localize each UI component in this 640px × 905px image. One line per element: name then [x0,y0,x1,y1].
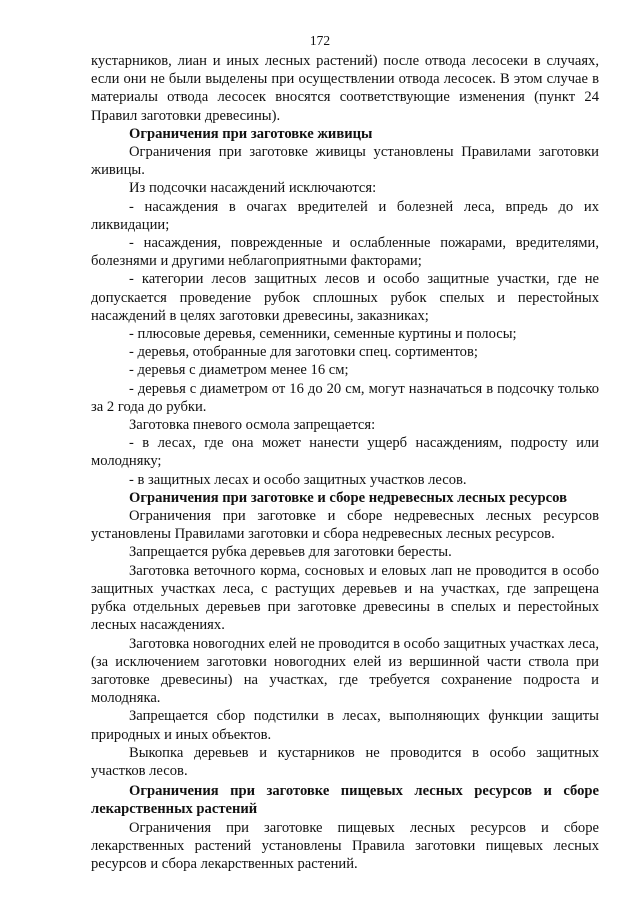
list-item: - деревья, отобранные для заготовки спец. сортиментов; [129,344,478,361]
paragraph: Заготовка веточного корма, сосновых и еловых лап не проводится в особо защитных участках леса, с растущих деревьев и на участках, где запрещена рубка отдельных деревьев при заготовке древесины в спелых и перестойных лесных насаждениях. [91,562,599,634]
paragraph: Запрещается сбор подстилки в лесах, выполняющих функции защиты природных и иных объектов. [91,708,599,743]
paragraph: Ограничения при заготовке живицы установлены Правилами заготовки живицы. [91,144,599,179]
paragraph: Заготовка новогодних елей не проводится в особо защитных участках леса, (за исключением заготовки новогодних елей из вершинной части ствола при заготовке древесины) на участках, где требуется сохранение подроста и молодняка. [91,635,599,707]
list-item: - деревья с диаметром менее 16 см; [129,362,349,379]
paragraph: Запрещается рубка деревьев для заготовки бересты. [129,544,452,561]
paragraph: Заготовка пневого осмола запрещается: [129,417,376,434]
paragraph: Из подсочки насаждений исключаются: [129,180,377,197]
list-item: - в защитных лесах и особо защитных участков лесов. [129,471,467,488]
list-item: - насаждения, поврежденные и ослабленные пожарами, вредителями, болезнями и другими неблагоприятными факторами; [91,235,599,270]
list-item: - в лесах, где она может нанести ущерб насаждениям, подросту или молодняку; [91,435,599,470]
list-item: - деревья с диаметром от 16 до 20 см, могут назначаться в подсочку только за 2 года до рубки. [91,380,599,415]
document-body [91,52,599,873]
paragraph: Ограничения при заготовке пищевых лесных ресурсов и сборе лекарственных растений установлены Правила заготовки пищевых лесных ресурсов и сбора лекарственных растений. [91,819,599,872]
list-item: - насаждения в очагах вредителей и болезней леса, впредь до их ликвидации; [91,198,599,233]
section-heading: Ограничения при заготовке и сборе недревесных лесных ресурсов [129,489,567,506]
paragraph: Ограничения при заготовке и сборе недревесных лесных ресурсов установлены Правилами заготовки и сбора недревесных лесных ресурсов. [91,508,599,543]
paragraph: кустарников, лиан и иных лесных растений) после отвода лесосеки в случаях, если они не были выделены при осуществлении отвода лесосек. В этом случае в материалы отвода лесосек вносятся соответствующие изменения (пункт 24 Правил заготовки древесины). [91,53,599,124]
list-item: - плюсовые деревья, семенники, семенные куртины и полосы; [129,326,517,343]
section-heading: Ограничения при заготовке пищевых лесных ресурсов и сборе лекарственных растений [91,783,599,818]
page-number: 172 [309,33,331,48]
list-item: - категории лесов защитных лесов и особо защитные участки, где не допускается проведение рубок сплошных рубок спелых и перестойных насаждений в целях заготовки древесины, заказниках; [91,271,599,324]
paragraph: Выкопка деревьев и кустарников не проводится в особо защитных участков лесов. [91,744,599,779]
section-heading: Ограничения при заготовке живицы [129,125,373,142]
